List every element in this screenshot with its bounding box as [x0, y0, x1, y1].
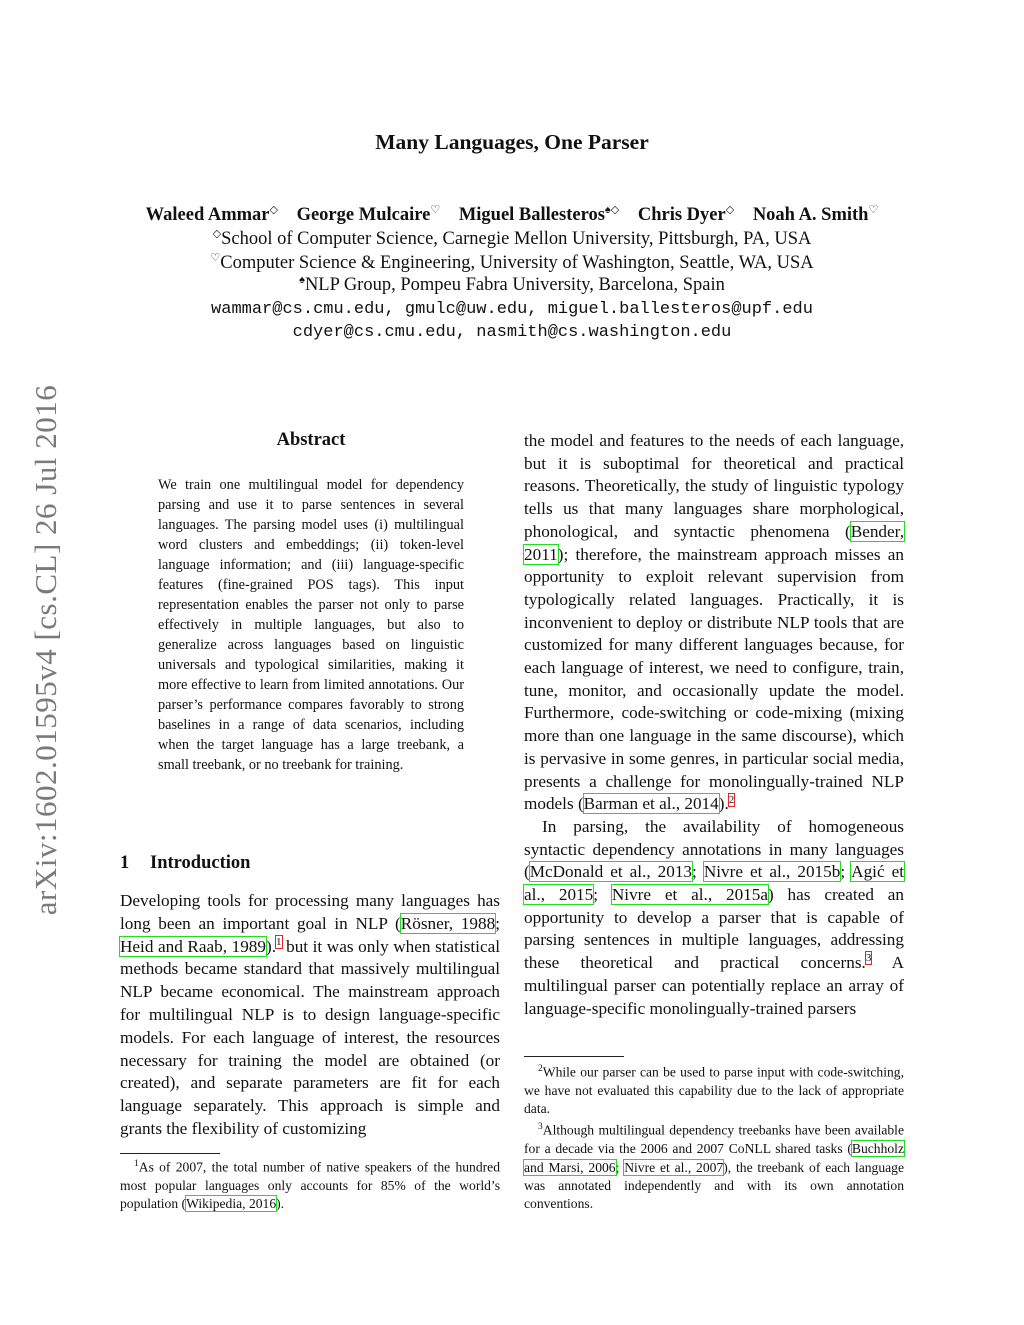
footnote-2-3 [524, 1060, 904, 1213]
section-heading [120, 853, 250, 874]
footnote-ref[interactable]: 2 [728, 793, 735, 806]
citation-link[interactable]: Buchholz and Marsi, 2006 [524, 1141, 904, 1175]
citation-link[interactable]: Wikipedia, 2016 [186, 1196, 277, 1212]
affiliation-uw: ♡Computer Science & Engineering, University of Washington, Seattle, WA, USA [210, 252, 814, 274]
footnote-rule [120, 1153, 220, 1154]
citation-link[interactable]: Nivre et al., 2007 [624, 1159, 724, 1175]
footnote-3: $^3$Although multilingual dependency treebanks have been available for a decade via the 2006 and 2007 CoNLL shared tasks (Buchholz and Marsi, 2006; Nivre et al., 2007), the treebank of each language was annotated independently and with its own annotation conventions. [524, 1122, 904, 1212]
body-paragraph: In parsing, the availability of homogeneous syntactic dependency annotations in many languages (McDonald et al., 2013; Nivre et al., 2015b; Agić et al., 2015; Nivre et al., 2015a) has created an opportunity to develop a parser that is capable of parsing sentences in multiple languages, addressing these theoretical and practical concerns.$^3$ A multilingual parser can potentially replace an array of language-specific monolingually-trained parsers [524, 816, 905, 1018]
author: Waleed Ammar◇ [145, 204, 278, 226]
footnote-ref[interactable]: 3 [865, 952, 872, 965]
citation-link[interactable]: Agić et al., 2015 [524, 862, 904, 905]
affiliation-cmu: ◇School of Computer Science, Carnegie Mellon University, Pittsburgh, PA, USA [212, 228, 812, 250]
citation-link[interactable]: Nivre et al., 2015b [703, 862, 841, 882]
email-line: cdyer@cs.cmu.edu, nasmith@cs.washington.edu [292, 323, 732, 342]
author: Miguel Ballesteros♠◇ [458, 204, 620, 226]
abstract-heading: Abstract [276, 430, 346, 450]
footnote-rule [524, 1056, 624, 1057]
right-column [524, 430, 904, 1020]
citation-link[interactable]: Heid and Raab, 1989 [120, 936, 266, 956]
arxiv-stamp: arXiv:1602.01595v4 [cs.CL] 26 Jul 2016 [28, 384, 63, 916]
author: Chris Dyer◇ [637, 204, 735, 226]
footnote-ref[interactable]: 1 [276, 935, 282, 948]
section-title: Introduction [150, 853, 251, 873]
citation-link[interactable]: Bender, 2011 [524, 521, 904, 564]
citation-link[interactable]: Barman et al., 2014 [583, 794, 719, 814]
paper-title: Many Languages, One Parser [375, 130, 649, 154]
left-column [120, 890, 500, 1141]
footnote-2: $^2$While our parser can be used to parse input with code-switching, we have not evaluated this capability due to the lack of appropriate data. [524, 1064, 904, 1117]
footnote-1: $^1$As of 2007, the total number of native speakers of the hundred most popular languages only accounts for 85% of the world’s population (Wikipedia, 2016). [120, 1159, 500, 1212]
section-number: 1 [120, 853, 130, 873]
citation-link[interactable]: McDonald et al., 2013 [529, 862, 693, 882]
body-paragraph: the model and features to the needs of each language, but it is suboptimal for theoretical and practical reasons. Theoretically, the study of linguistic typology tells us that many languages share morphological, phonological, and syntactic phenomena (Bender, 2011); therefore, the mainstream approach misses an opportunity to exploit relevant supervision from typologically related languages. Practically, it is inconvenient to deploy or distribute NLP tools that are customized for many different languages because, for each language of interest, we need to configure, train, tune, monitor, and occasionally update the model. Furthermore, code-switching or code-mixing (mixing more than one language in the same discourse), which is pervasive in some genres, in particular social media, presents a challenge for monolingually-trained NLP models (Barman et al., 2014).$^2$ [524, 431, 904, 814]
abstract-text: We train one multilingual model for dependency parsing and use it to parse sentences in several languages. The parsing model uses (i) multilingual word clusters and embeddings; (ii) token-level language information; and (iii) language-specific features (fine-grained POS tags). This input representation enables the parser not only to parse effectively in multiple languages, but also to generalize across languages based on linguistic universals and typological similarities, making it more effective to learn from limited annotations. Our parser’s performance compares favorably to strong baselines in a range of data scenarios, including when the target language has a large treebank, a small treebank, or no treebank for training. [158, 477, 464, 773]
email-line: wammar@cs.cmu.edu, gmulc@uw.edu, miguel.ballesteros@upf.edu [211, 300, 813, 319]
citation-link[interactable]: Nivre et al., 2015a [611, 885, 768, 905]
author: George Mulcaire♡ [296, 204, 441, 226]
citation-link[interactable]: Rösner, 1988 [400, 913, 496, 933]
author: Noah A. Smith♡ [752, 204, 879, 226]
author-list [0, 203, 1024, 226]
intro-paragraph: Developing tools for processing many languages has long been an important goal in NLP (Rösner, 1988; Heid and Raab, 1989).$^1$ but it was only when statistical methods became standard that massively multilingual NLP became economical. The mainstream approach for multilingual NLP is to design language-specific models. For each language of interest, the resources necessary for training the model are obtained (or created), and separate parameters are fit for each language separately. This approach is simple and grants the flexibility of customizing [120, 891, 500, 1138]
affiliation-upf: ♠NLP Group, Pompeu Fabra University, Barcelona, Spain [299, 274, 725, 296]
